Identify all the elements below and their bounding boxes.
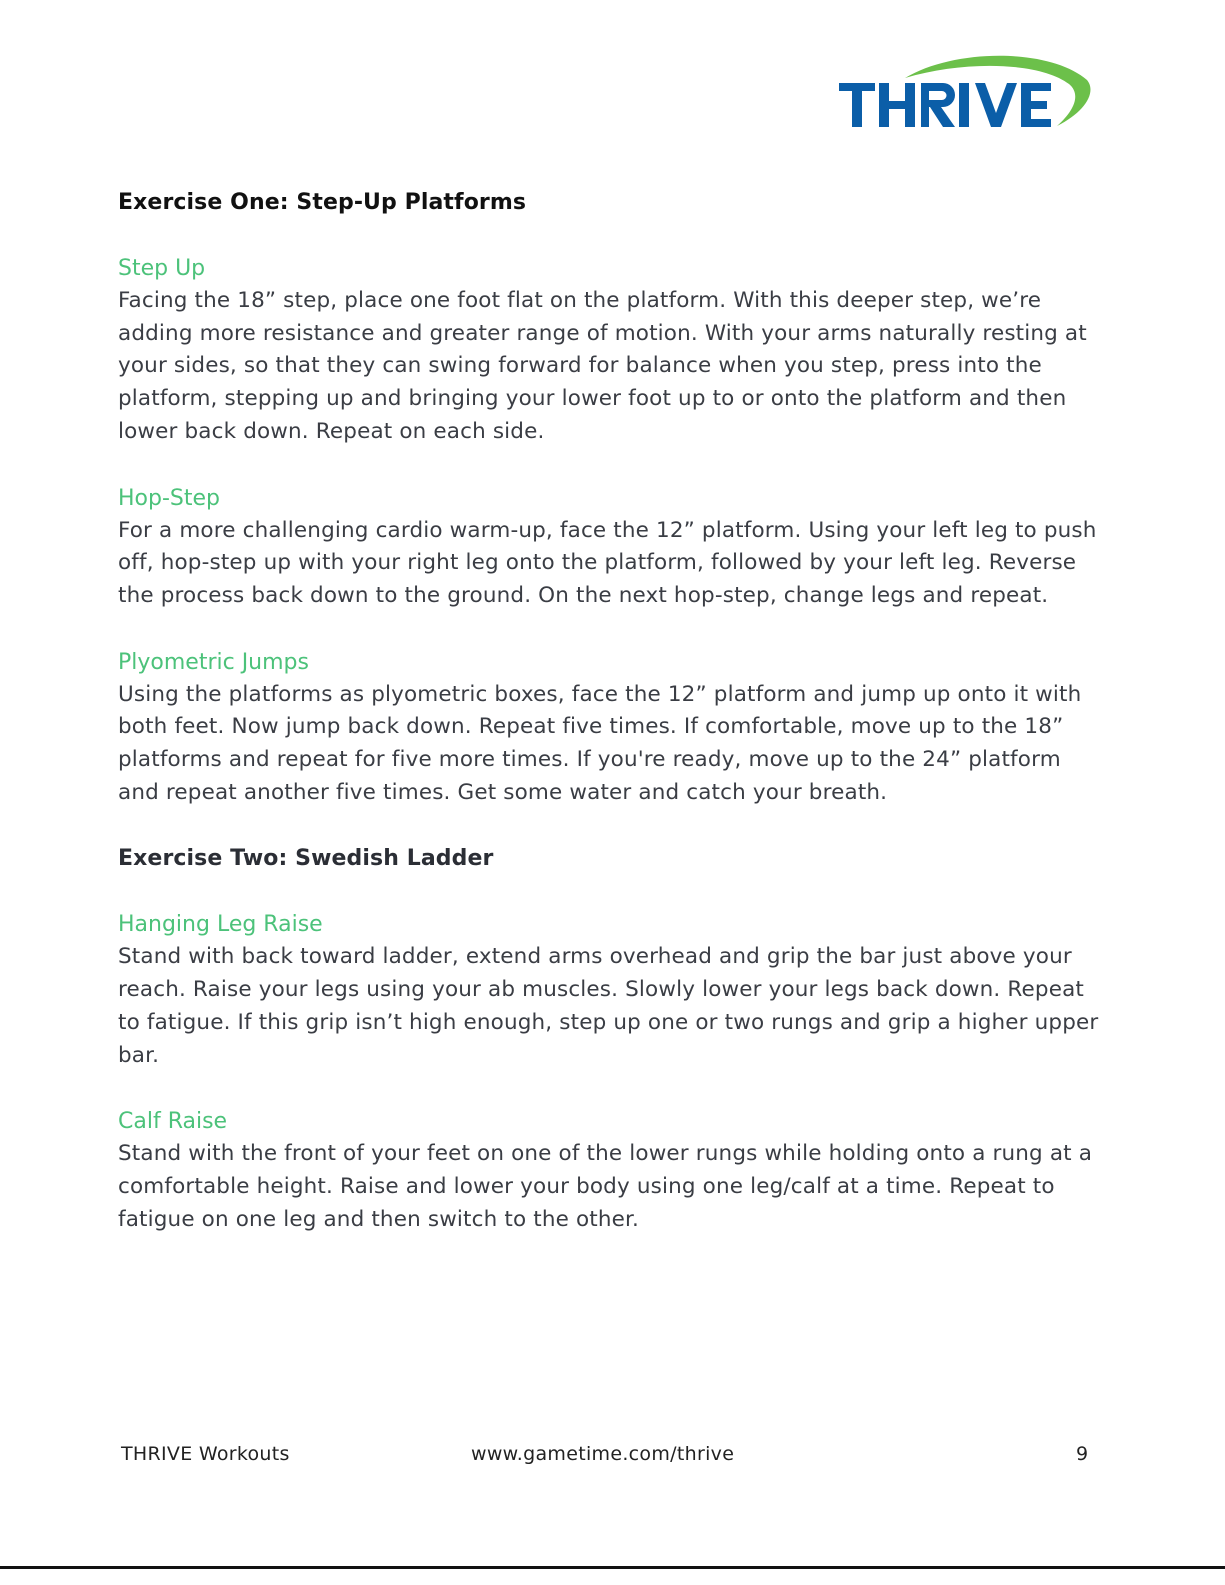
thrive-logo-graphic: [835, 50, 1095, 140]
section-title: Exercise Two: Swedish Ladder: [118, 846, 494, 872]
page-footer: [0, 1443, 1225, 1473]
exercise-subheading: Step Up: [118, 256, 206, 281]
page-content: [118, 186, 1103, 1236]
exercise-description: Stand with the front of your feet on one of the lower rungs while holding onto a rung at a comfortable height. Raise and lower your body using one leg/calf at a time. Repeat to fatigue on one leg and then switch to the other.: [118, 1141, 1093, 1232]
thrive-logo: [835, 50, 1095, 140]
page-number: 9: [1076, 1443, 1089, 1465]
exercise-description: Facing the 18” step, place one foot flat on the platform. With this deeper step, we’re adding more resistance and greater range of motion. With your arms naturally resting at your sides, so that they can swing forward for balance when you step, press into the platform, stepping up and bringing your lower foot up to or onto the platform and then lower back down. Repeat on each side.: [118, 288, 1087, 444]
exercise-description: Using the platforms as plyometric boxes, face the 12” platform and jump up onto it with both feet. Now jump back down. Repeat five times. If comfortable, move up to the 18” platforms and repeat for five more times. If you're ready, move up to the 24” platform and repeat another five times. Get some water and catch your breath.: [118, 681, 1082, 805]
exercise-subheading: Calf Raise: [118, 1109, 228, 1135]
exercise-description: For a more challenging cardio warm-up, face the 12” platform. Using your left leg to push off, hop-step up with your right leg onto the platform, followed by your left leg. Reverse the process back down to the ground. On the next hop-step, change legs and repeat.: [118, 517, 1097, 608]
exercise-description: Stand with back toward ladder, extend arms overhead and grip the bar just above your reach. Raise your legs using your ab muscles. Slowly lower your legs back down. Repeat to fatigue. If this grip isn’t high enough, step up one or two rungs and grip a higher upper bar.: [118, 944, 1099, 1068]
exercise-subheading: Hanging Leg Raise: [118, 912, 323, 938]
logo-letters: [839, 83, 1051, 127]
exercise-subheading: Plyometric Jumps: [118, 649, 309, 675]
exercise-subheading: Hop-Step: [118, 485, 220, 511]
section-title: Exercise One: Step-Up Platforms: [118, 190, 527, 215]
footer-title: THRIVE Workouts: [121, 1443, 290, 1465]
footer-url: www.gametime.com/thrive: [471, 1443, 735, 1465]
bottom-divider: [0, 1566, 1225, 1569]
